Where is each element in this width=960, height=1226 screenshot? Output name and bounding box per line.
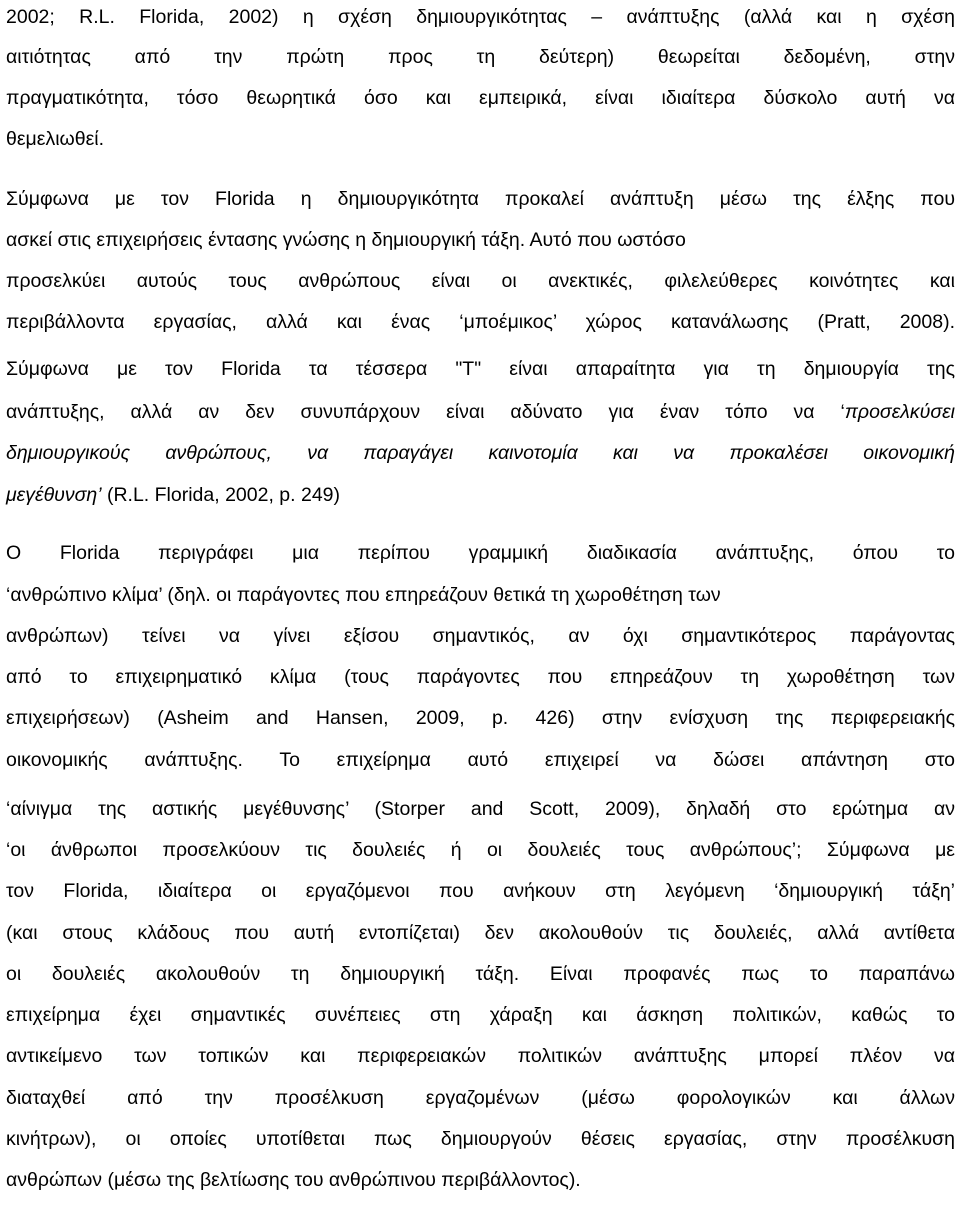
text-line	[6, 918, 955, 948]
text-segment: θεμελιωθεί.	[6, 128, 105, 150]
text-segment: Ο Florida περιγράφει μια περίπου γραμμική διαδικασία ανάπτυξης, όπου το	[6, 542, 955, 564]
text-line	[6, 703, 955, 733]
text-line	[6, 662, 955, 692]
text-line	[6, 1083, 955, 1113]
text-segment: αιτιότητας από την πρώτη προς τη δεύτερη) θεωρείται δεδομένη, στην	[6, 46, 955, 68]
text-segment: Σύμφωνα με τον Florida η δημιουργικότητα προκαλεί ανάπτυξη μέσω της έλξης που	[6, 188, 955, 210]
text-line	[6, 83, 955, 113]
text-line	[6, 538, 955, 568]
text-line	[6, 1041, 955, 1071]
text-segment: ανάπτυξης, αλλά αν δεν συνυπάρχουν είναι αδύνατο για έναν τόπο να ‘	[6, 401, 845, 423]
text-segment: ανθρώπων (μέσω της βελτίωσης του ανθρώπινου περιβάλλοντος).	[6, 1169, 581, 1191]
text-line	[6, 42, 955, 72]
text-segment: περιβάλλοντα εργασίας, αλλά και ένας ‘μποέμικος’ χώρος κατανάλωσης (Pratt, 2008).	[6, 311, 955, 333]
text-line	[6, 1000, 955, 1030]
text-segment: κινήτρων), οι οποίες υποτίθεται πως δημιουργούν θέσεις εργασίας, στην προσέλκυση	[6, 1128, 955, 1150]
text-line	[6, 794, 955, 824]
text-segment: διαταχθεί από την προσέλκυση εργαζομένων (μέσω φορολογικών και άλλων	[6, 1087, 955, 1109]
italic-text-segment: μεγέθυνση’	[6, 484, 102, 506]
text-line	[6, 621, 955, 651]
text-segment: επιχειρήσεων) (Asheim and Hansen, 2009, p. 426) στην ενίσχυση της περιφερειακής	[6, 707, 955, 729]
text-line	[6, 2, 955, 32]
text-segment: πραγματικότητα, τόσο θεωρητικά όσο και εμπειρικά, είναι ιδιαίτερα δύσκολο αυτή να	[6, 87, 955, 109]
text-line	[6, 959, 955, 989]
text-segment: οικονομικής ανάπτυξης. Το επιχείρημα αυτό επιχειρεί να δώσει απάντηση στο	[6, 749, 955, 771]
text-line	[6, 225, 955, 255]
text-segment: 2002; R.L. Florida, 2002) η σχέση δημιουργικότητας – ανάπτυξης (αλλά και η σχέση	[6, 6, 955, 28]
italic-text-segment: προσελκύσει	[844, 401, 955, 423]
text-segment: οι δουλειές ακολουθούν τη δημιουργική τάξη. Είναι προφανές πως το παραπάνω	[6, 963, 955, 985]
text-segment: αντικείμενο των τοπικών και περιφερειακών πολιτικών ανάπτυξης μπορεί πλέον να	[6, 1045, 955, 1067]
text-segment: Σύμφωνα με τον Florida τα τέσσερα "Τ" είναι απαραίτητα για τη δημιουργία της	[6, 358, 955, 380]
text-segment: τον Florida, ιδιαίτερα οι εργαζόμενοι που ανήκουν στη λεγόμενη ‘δημιουργική τάξη’	[6, 880, 955, 902]
text-segment: από το επιχειρηματικό κλίμα (τους παράγοντες που επηρεάζουν τη χωροθέτηση των	[6, 666, 955, 688]
text-line	[6, 397, 955, 427]
italic-text-segment: δημιουργικούς ανθρώπους, να παραγάγει καινοτομία και να προκαλέσει οικονομική	[6, 442, 955, 464]
text-segment: (και στους κλάδους που αυτή εντοπίζεται) δεν ακολουθούν τις δουλειές, αλλά αντίθετα	[6, 922, 955, 944]
text-line	[6, 876, 955, 906]
text-line	[6, 184, 955, 214]
text-line	[6, 307, 955, 337]
text-line	[6, 480, 955, 510]
text-segment: ‘οι άνθρωποι προσελκύουν τις δουλειές ή οι δουλειές τους ανθρώπους’; Σύμφωνα με	[6, 839, 955, 861]
text-line	[6, 354, 955, 384]
text-segment: ασκεί στις επιχειρήσεις έντασης γνώσης η δημιουργική τάξη. Αυτό που ωστόσο	[6, 229, 686, 251]
text-line	[6, 438, 955, 468]
text-segment: (R.L. Florida, 2002, p. 249)	[101, 484, 341, 506]
text-segment: ανθρώπων) τείνει να γίνει εξίσου σημαντικός, αν όχι σημαντικότερος παράγοντας	[6, 625, 955, 647]
text-line	[6, 745, 955, 775]
text-line	[6, 580, 955, 610]
text-line	[6, 124, 955, 154]
text-segment: προσελκύει αυτούς τους ανθρώπους είναι οι ανεκτικές, φιλελεύθερες κοινότητες και	[6, 270, 955, 292]
text-line	[6, 1165, 955, 1195]
text-line	[6, 835, 955, 865]
text-segment: ‘αίνιγμα της αστικής μεγέθυνσης’ (Storper and Scott, 2009), δηλαδή στο ερώτημα αν	[6, 798, 955, 820]
text-line	[6, 1124, 955, 1154]
text-segment: ‘ανθρώπινο κλίμα’ (δηλ. οι παράγοντες που επηρεάζουν θετικά τη χωροθέτηση των	[6, 584, 721, 606]
text-segment: επιχείρημα έχει σημαντικές συνέπειες στη χάραξη και άσκηση πολιτικών, καθώς το	[6, 1004, 955, 1026]
text-line	[6, 266, 955, 296]
